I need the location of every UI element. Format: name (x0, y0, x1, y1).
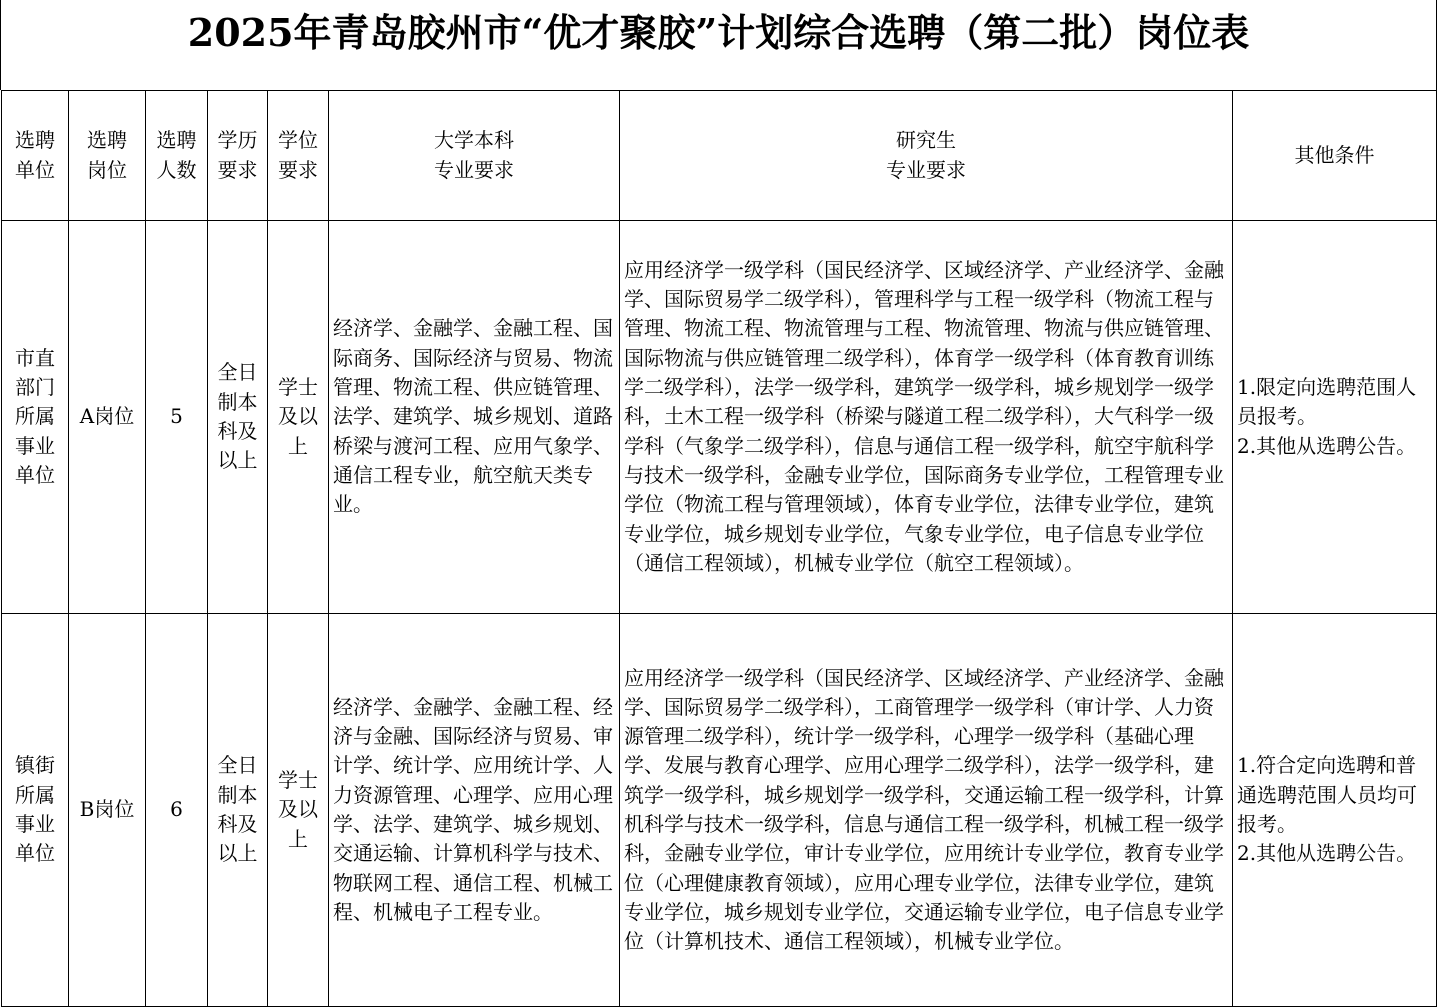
cell-undergrad: 经济学、金融学、金融工程、国际商务、国际经济与贸易、物流管理、物流工程、供应链管理、法学、建筑学、城乡规划、道路桥梁与渡河工程、应用气象学、通信工程专业，航空航天类专业。 (329, 221, 620, 614)
header-post: 选聘 岗位 (69, 91, 146, 221)
cell-post: A岗位 (69, 221, 146, 614)
table-row (2, 221, 1437, 614)
header-graduate: 研究生 专业要求 (620, 91, 1233, 221)
cell-degree: 学士及以上 (268, 221, 329, 614)
cell-education: 全日制本科及以上 (208, 221, 268, 614)
header-degree: 学位 要求 (268, 91, 329, 221)
cell-post: B岗位 (69, 614, 146, 1007)
cell-count: 6 (146, 614, 208, 1007)
job-table (1, 90, 1437, 1007)
header-count: 选聘 人数 (146, 91, 208, 221)
header-education: 学历 要求 (208, 91, 268, 221)
page-title: 2025年青岛胶州市“优才聚胶”计划综合选聘（第二批）岗位表 (0, 0, 1437, 90)
cell-unit: 市直部门所属事业单位 (2, 221, 69, 614)
cell-unit: 镇街所属事业单位 (2, 614, 69, 1007)
cell-count: 5 (146, 221, 208, 614)
header-other: 其他条件 (1233, 91, 1437, 221)
cell-degree: 学士及以上 (268, 614, 329, 1007)
cell-other: 1.符合定向选聘和普通选聘范围人员均可报考。 2.其他从选聘公告。 (1233, 614, 1437, 1007)
header-undergrad: 大学本科 专业要求 (329, 91, 620, 221)
cell-education: 全日制本科及以上 (208, 614, 268, 1007)
table-row (2, 614, 1437, 1007)
cell-graduate: 应用经济学一级学科（国民经济学、区域经济学、产业经济学、金融学、国际贸易学二级学科），工商管理学一级学科（审计学、人力资源管理二级学科），统计学一级学科，心理学一级学科（基础心理学、发展与教育心理学、应用心理学二级学科），法学一级学科，建筑学一级学科，城乡规划学一级学科，交通运输工程一级学科，计算机科学与技术一级学科，信息与通信工程一级学科，机械工程一级学科，金融专业学位，审计专业学位，应用统计专业学位，教育专业学位（心理健康教育领域），应用心理专业学位，法律专业学位，建筑专业学位，城乡规划专业学位，交通运输专业学位，电子信息专业学位（计算机技术、通信工程领域），机械专业学位。 (620, 614, 1233, 1007)
cell-other: 1.限定向选聘范围人员报考。 2.其他从选聘公告。 (1233, 221, 1437, 614)
cell-undergrad: 经济学、金融学、金融工程、经济与金融、国际经济与贸易、审计学、统计学、应用统计学、人力资源管理、心理学、应用心理学、法学、建筑学、城乡规划、交通运输、计算机科学与技术、物联网工程、通信工程、机械工程、机械电子工程专业。 (329, 614, 620, 1007)
table-header-row (2, 91, 1437, 221)
cell-graduate: 应用经济学一级学科（国民经济学、区域经济学、产业经济学、金融学、国际贸易学二级学科），管理科学与工程一级学科（物流工程与管理、物流工程、物流管理与工程、物流管理、物流与供应链管理、国际物流与供应链管理二级学科），体育学一级学科（体育教育训练学二级学科），法学一级学科，建筑学一级学科，城乡规划学一级学科，土木工程一级学科（桥梁与隧道工程二级学科），大气科学一级学科（气象学二级学科），信息与通信工程一级学科，航空宇航科学与技术一级学科，金融专业学位，国际商务专业学位，工程管理专业学位（物流工程与管理领域），体育专业学位，法律专业学位，建筑专业学位，城乡规划专业学位，气象专业学位，电子信息专业学位（通信工程领域），机械专业学位（航空工程领域）。 (620, 221, 1233, 614)
header-unit: 选聘 单位 (2, 91, 69, 221)
